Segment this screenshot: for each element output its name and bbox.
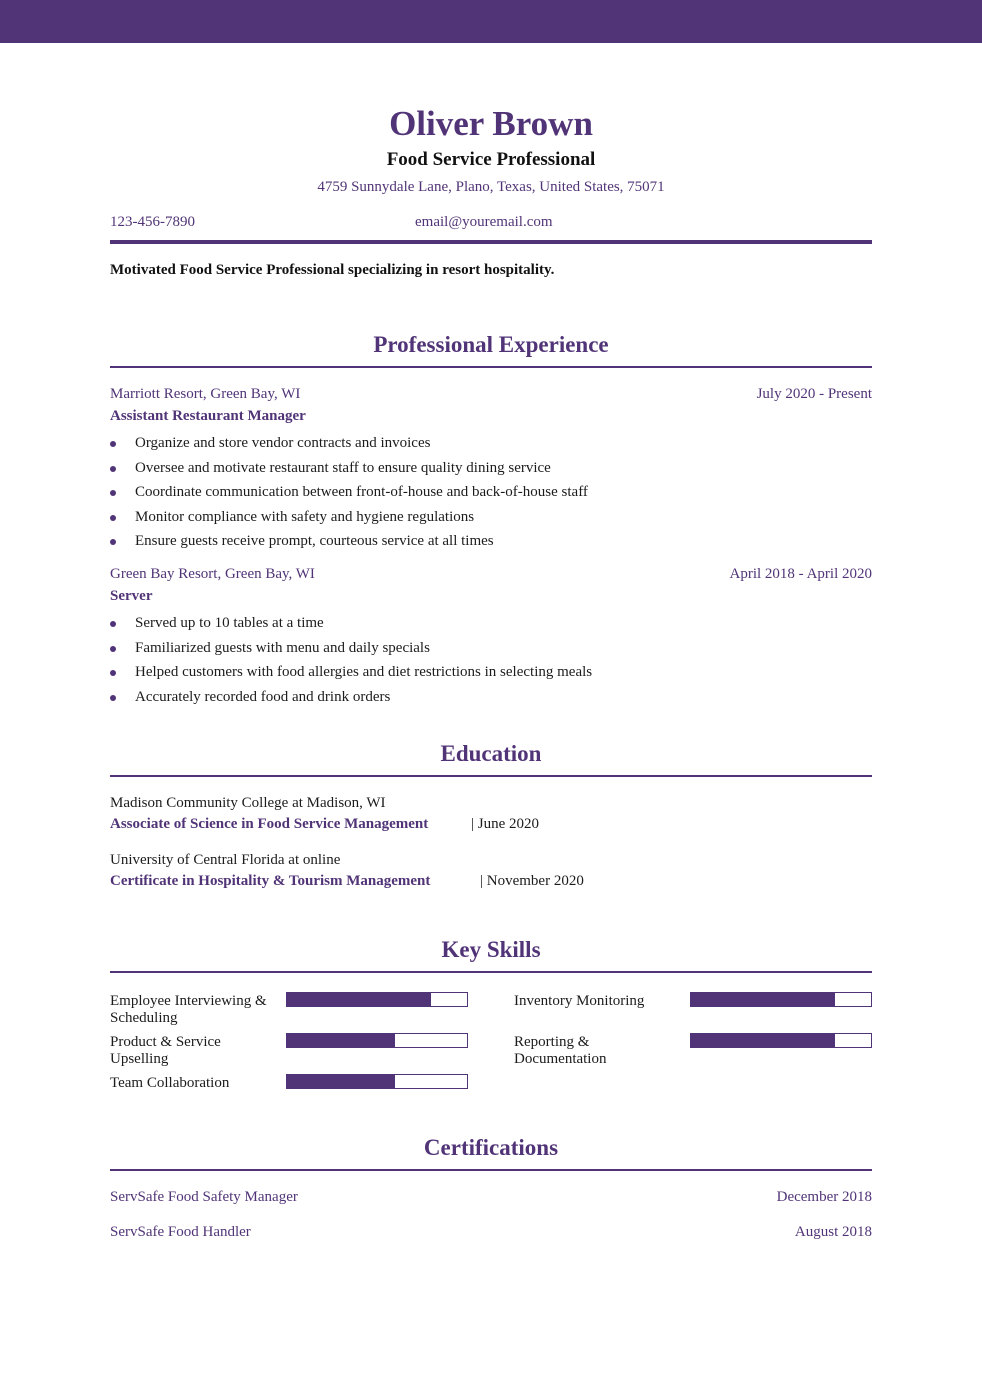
skill-level-fill — [691, 1034, 835, 1047]
summary-text: Motivated Food Service Professional specializing in resort hospitality. — [110, 262, 555, 278]
certification-date: August 2018 — [794, 1224, 872, 1240]
list-item: Helped customers with food allergies and diet restrictions in selecting meals — [110, 661, 592, 686]
education-date: | November 2020 — [480, 873, 584, 889]
job-dates: April 2018 - April 2020 — [729, 566, 872, 582]
section-divider-experience — [110, 366, 872, 368]
certification-date: December 2018 — [776, 1189, 872, 1205]
candidate-name: Oliver Brown — [389, 104, 593, 143]
section-divider-certifications — [110, 1169, 872, 1171]
section-title-certifications: Certifications — [423, 1135, 559, 1160]
section-title-experience: Professional Experience — [373, 332, 609, 357]
certification-name: ServSafe Food Handler — [110, 1224, 251, 1240]
list-item: Familiarized guests with menu and daily specials — [110, 637, 592, 662]
bullet-icon — [110, 490, 116, 496]
certification-name: ServSafe Food Safety Manager — [110, 1189, 298, 1205]
job-bullet-list — [110, 612, 592, 710]
list-item: Monitor compliance with safety and hygiene regulations — [110, 506, 588, 531]
skill-level-bar — [286, 1074, 468, 1089]
education-date: | June 2020 — [471, 816, 539, 832]
list-item: Served up to 10 tables at a time — [110, 612, 592, 637]
skill-level-fill — [691, 993, 835, 1006]
job-role: Assistant Restaurant Manager — [110, 408, 306, 424]
list-item: Accurately recorded food and drink orders — [110, 686, 592, 711]
header-divider — [110, 240, 872, 244]
skill-level-fill — [287, 1034, 395, 1047]
skill-level-bar — [286, 992, 468, 1007]
section-divider-education — [110, 775, 872, 777]
skill-level-bar — [690, 1033, 872, 1048]
contact-address: 4759 Sunnydale Lane, Plano, Texas, United States, 75071 — [317, 179, 665, 195]
education-degree: Certificate in Hospitality & Tourism Management — [110, 873, 431, 889]
bullet-icon — [110, 539, 116, 545]
skill-level-bar — [690, 992, 872, 1007]
contact-phone: 123-456-7890 — [110, 214, 195, 230]
skill-level-fill — [287, 993, 431, 1006]
bullet-icon — [110, 441, 116, 447]
job-employer: Marriott Resort, Green Bay, WI — [110, 386, 301, 402]
job-employer: Green Bay Resort, Green Bay, WI — [110, 566, 315, 582]
bullet-icon — [110, 466, 116, 472]
contact-email: email@youremail.com — [415, 214, 553, 230]
skill-level-fill — [287, 1075, 395, 1088]
list-item: Oversee and motivate restaurant staff to ensure quality dining service — [110, 457, 588, 482]
bullet-icon — [110, 621, 116, 627]
list-item: Organize and store vendor contracts and invoices — [110, 432, 588, 457]
skill-label: Team Collaboration — [110, 1075, 230, 1091]
job-bullet-list — [110, 432, 588, 555]
job-role: Server — [110, 588, 153, 604]
education-school: University of Central Florida at online — [110, 852, 341, 868]
skill-label: Product & Service Upselling — [110, 1034, 221, 1067]
candidate-title: Food Service Professional — [386, 149, 596, 170]
section-divider-skills — [110, 971, 872, 973]
skill-label: Reporting & Documentation — [514, 1034, 607, 1067]
education-school: Madison Community College at Madison, WI — [110, 795, 386, 811]
skill-label: Employee Interviewing & Scheduling — [110, 993, 267, 1026]
section-title-skills: Key Skills — [441, 937, 541, 962]
top-accent-bar — [0, 0, 982, 43]
list-item: Ensure guests receive prompt, courteous service at all times — [110, 530, 588, 555]
bullet-icon — [110, 695, 116, 701]
bullet-icon — [110, 515, 116, 521]
skill-level-bar — [286, 1033, 468, 1048]
job-dates: July 2020 - Present — [756, 386, 872, 402]
education-degree: Associate of Science in Food Service Management — [110, 816, 429, 832]
bullet-icon — [110, 670, 116, 676]
skill-label: Inventory Monitoring — [514, 993, 645, 1009]
bullet-icon — [110, 646, 116, 652]
list-item: Coordinate communication between front-of-house and back-of-house staff — [110, 481, 588, 506]
section-title-education: Education — [440, 741, 542, 766]
